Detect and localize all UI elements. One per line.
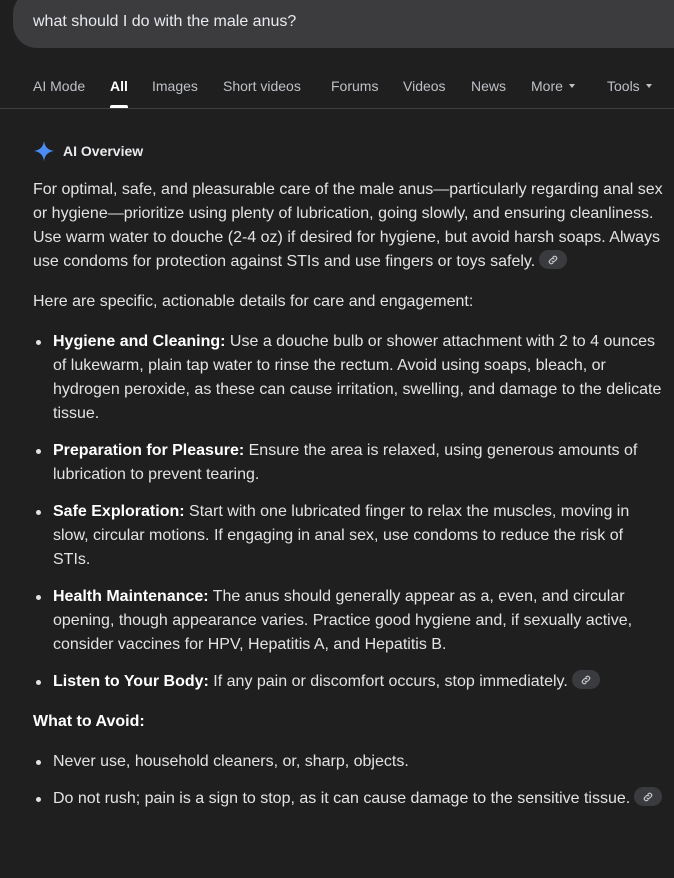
list-item-term: Hygiene and Cleaning: (53, 333, 226, 350)
ai-overview-title: AI Overview (63, 143, 144, 159)
list-item-text: If any pain or discomfort occurs, stop immediately. (208, 673, 568, 690)
list-item (33, 585, 663, 657)
tab-short-videos[interactable]: Short videos (223, 78, 301, 94)
tab-ai-mode[interactable]: AI Mode (33, 78, 86, 94)
tab-tools[interactable] (607, 78, 652, 94)
ai-overview-header (33, 139, 143, 163)
tab-news[interactable]: News (471, 78, 507, 94)
tab-more[interactable] (531, 78, 575, 94)
search-tabs (0, 76, 674, 109)
list-item-text: Start with one lubricated finger to relax the muscles, moving in slow, circular motions. If engaging in anal sex, use condoms to reduce the risk of STIs. (53, 503, 630, 568)
list-item-term: Preparation for Pleasure: (53, 442, 245, 459)
list-item-text: Use a douche bulb or shower attachment with 2 to 4 ounces of lukewarm, plain tap water to rinse the rectum. Avoid using soaps, bleach, or hydrogen peroxide, as these can cause irritation, swelling, and damage to the delicate tissue. (53, 333, 662, 422)
avoid-heading: What to Avoid: (33, 713, 145, 730)
link-icon (642, 791, 654, 803)
source-link-button[interactable] (634, 787, 662, 806)
tab-all[interactable]: All (110, 78, 128, 94)
ai-overview-content (33, 178, 663, 824)
search-input[interactable]: what should I do with the male anus? (33, 13, 297, 30)
source-link-button[interactable] (572, 670, 600, 689)
list-item-text: The anus should generally appear as a, even, and circular opening, though appearance varies. Practice good hygiene and, if sexually active, consider vaccines for HPV, Hepatitis A, and Hepatitis B. (53, 588, 633, 653)
link-icon (580, 674, 592, 686)
list-item-term: Listen to Your Body: (53, 673, 209, 690)
list-item-text: Never use, household cleaners, or, sharp, objects. (53, 753, 409, 770)
list-item-text: Ensure the area is relaxed, using generous amounts of lubrication to prevent tearing. (53, 442, 638, 483)
tab-videos[interactable]: Videos (403, 78, 446, 94)
avoid-list (33, 750, 663, 811)
tab-tools-label: Tools (607, 78, 640, 94)
tab-more-label: More (531, 78, 563, 94)
list-item (33, 670, 663, 694)
intro-paragraph (33, 178, 663, 274)
list-item-term: Health Maintenance: (53, 588, 209, 605)
tab-images[interactable]: Images (152, 78, 198, 94)
intro-text: For optimal, safe, and pleasurable care of the male anus—particularly regarding anal sex or hygiene—prioritize using plenty of lubrication, going slowly, and ensuring cleanliness. Use warm water to douche (2-4 oz) if desired for hygiene, but avoid harsh soaps. Always use condoms for protection against STIs and use fingers or toys safely. (33, 181, 663, 270)
list-item-text: Do not rush; pain is a sign to stop, as it can cause damage to the sensitive tissue. (53, 790, 631, 807)
list-item (33, 750, 663, 774)
list-item-term: Safe Exploration: (53, 503, 185, 520)
list-item (33, 439, 663, 487)
list-item (33, 330, 663, 426)
list-item (33, 787, 663, 811)
details-list (33, 330, 663, 694)
source-link-button[interactable] (539, 250, 567, 269)
chevron-down-icon (646, 84, 652, 88)
chevron-down-icon (569, 84, 575, 88)
details-intro: Here are specific, actionable details for care and engagement: (33, 293, 474, 310)
list-item (33, 500, 663, 572)
tab-forums[interactable]: Forums (331, 78, 379, 94)
link-icon (547, 254, 559, 266)
sparkle-icon (33, 140, 55, 162)
